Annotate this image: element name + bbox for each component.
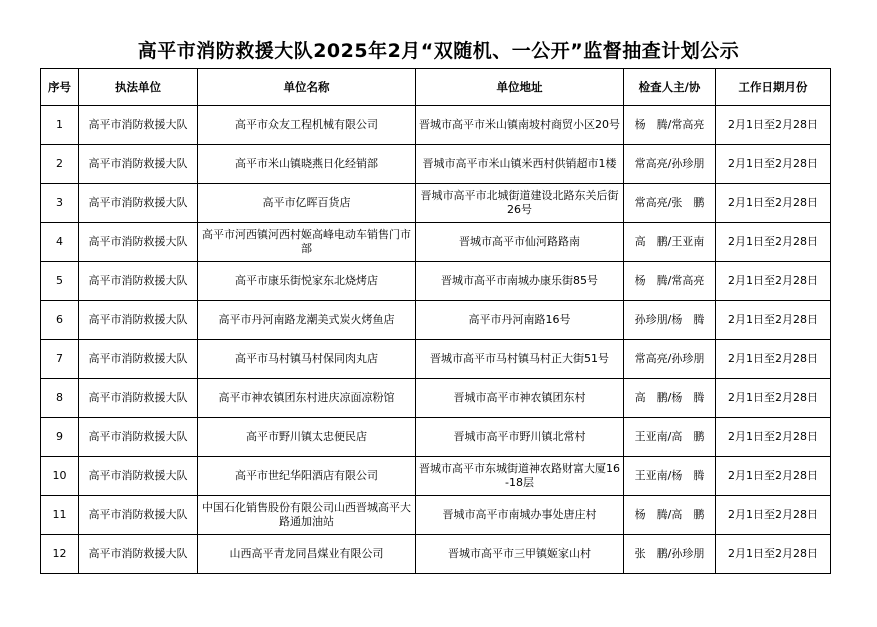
cell-dept: 高平市消防救援大队 bbox=[79, 145, 198, 184]
cell-name: 高平市亿晖百货店 bbox=[198, 184, 416, 223]
cell-name: 高平市米山镇晓燕日化经销部 bbox=[198, 145, 416, 184]
cell-no: 12 bbox=[41, 535, 79, 574]
table-row bbox=[41, 106, 831, 145]
table-row bbox=[41, 535, 831, 574]
header-dept: 执法单位 bbox=[79, 69, 198, 106]
cell-name: 中国石化销售股份有限公司山西晋城高平大路通加油站 bbox=[198, 496, 416, 535]
cell-date: 2月1日至2月28日 bbox=[716, 379, 831, 418]
cell-inspectors: 王亚南/高 鹏 bbox=[624, 418, 716, 457]
table-row bbox=[41, 496, 831, 535]
cell-address: 晋城市高平市野川镇北常村 bbox=[416, 418, 624, 457]
table-row bbox=[41, 262, 831, 301]
cell-address: 晋城市高平市三甲镇姬家山村 bbox=[416, 535, 624, 574]
header-inspectors: 检查人主/协 bbox=[624, 69, 716, 106]
cell-dept: 高平市消防救援大队 bbox=[79, 379, 198, 418]
header-date: 工作日期月份 bbox=[716, 69, 831, 106]
table-row bbox=[41, 457, 831, 496]
cell-name: 高平市野川镇太忠便民店 bbox=[198, 418, 416, 457]
cell-dept: 高平市消防救援大队 bbox=[79, 418, 198, 457]
cell-date: 2月1日至2月28日 bbox=[716, 340, 831, 379]
cell-name: 高平市康乐街悦家东北烧烤店 bbox=[198, 262, 416, 301]
header-name: 单位名称 bbox=[198, 69, 416, 106]
cell-inspectors: 王亚南/杨 腾 bbox=[624, 457, 716, 496]
table-row bbox=[41, 223, 831, 262]
table-row bbox=[41, 184, 831, 223]
cell-no: 10 bbox=[41, 457, 79, 496]
cell-no: 11 bbox=[41, 496, 79, 535]
cell-no: 1 bbox=[41, 106, 79, 145]
cell-dept: 高平市消防救援大队 bbox=[79, 340, 198, 379]
cell-name: 高平市神农镇团东村进庆凉面凉粉馆 bbox=[198, 379, 416, 418]
cell-no: 7 bbox=[41, 340, 79, 379]
cell-date: 2月1日至2月28日 bbox=[716, 418, 831, 457]
cell-address: 晋城市高平市仙河路路南 bbox=[416, 223, 624, 262]
cell-inspectors: 高 鹏/王亚南 bbox=[624, 223, 716, 262]
cell-inspectors: 杨 腾/常高亮 bbox=[624, 262, 716, 301]
cell-no: 9 bbox=[41, 418, 79, 457]
cell-dept: 高平市消防救援大队 bbox=[79, 106, 198, 145]
cell-address: 晋城市高平市北城街道建设北路东关后街26号 bbox=[416, 184, 624, 223]
cell-dept: 高平市消防救援大队 bbox=[79, 184, 198, 223]
inspection-plan-table bbox=[40, 68, 831, 574]
cell-inspectors: 张 鹏/孙珍朋 bbox=[624, 535, 716, 574]
table-row bbox=[41, 340, 831, 379]
cell-address: 晋城市高平市米山镇米西村供销超市1楼 bbox=[416, 145, 624, 184]
cell-inspectors: 孙珍朋/杨 腾 bbox=[624, 301, 716, 340]
cell-name: 高平市众友工程机械有限公司 bbox=[198, 106, 416, 145]
page-title: 高平市消防救援大队2025年2月“双随机、一公开”监督抽查计划公示 bbox=[137, 40, 740, 62]
cell-date: 2月1日至2月28日 bbox=[716, 496, 831, 535]
table-header-row bbox=[41, 69, 831, 106]
cell-inspectors: 常高亮/孙珍朋 bbox=[624, 145, 716, 184]
header-no: 序号 bbox=[41, 69, 79, 106]
cell-inspectors: 高 鹏/杨 腾 bbox=[624, 379, 716, 418]
cell-address: 高平市丹河南路16号 bbox=[416, 301, 624, 340]
cell-address: 晋城市高平市东城街道神农路财富大厦16-18层 bbox=[416, 457, 624, 496]
table-row bbox=[41, 301, 831, 340]
cell-no: 4 bbox=[41, 223, 79, 262]
cell-inspectors: 常高亮/张 鹏 bbox=[624, 184, 716, 223]
cell-no: 2 bbox=[41, 145, 79, 184]
table-row bbox=[41, 145, 831, 184]
cell-name: 高平市河西镇河西村姬高峰电动车销售门市部 bbox=[198, 223, 416, 262]
cell-date: 2月1日至2月28日 bbox=[716, 535, 831, 574]
cell-name: 高平市世纪华阳酒店有限公司 bbox=[198, 457, 416, 496]
cell-date: 2月1日至2月28日 bbox=[716, 184, 831, 223]
cell-date: 2月1日至2月28日 bbox=[716, 457, 831, 496]
cell-date: 2月1日至2月28日 bbox=[716, 301, 831, 340]
cell-inspectors: 常高亮/孙珍朋 bbox=[624, 340, 716, 379]
cell-date: 2月1日至2月28日 bbox=[716, 223, 831, 262]
cell-date: 2月1日至2月28日 bbox=[716, 106, 831, 145]
cell-date: 2月1日至2月28日 bbox=[716, 145, 831, 184]
cell-no: 5 bbox=[41, 262, 79, 301]
cell-dept: 高平市消防救援大队 bbox=[79, 535, 198, 574]
header-address: 单位地址 bbox=[416, 69, 624, 106]
cell-dept: 高平市消防救援大队 bbox=[79, 262, 198, 301]
table-row bbox=[41, 379, 831, 418]
table-row bbox=[41, 418, 831, 457]
cell-address: 晋城市高平市神农镇团东村 bbox=[416, 379, 624, 418]
cell-address: 晋城市高平市南城办事处唐庄村 bbox=[416, 496, 624, 535]
cell-dept: 高平市消防救援大队 bbox=[79, 496, 198, 535]
cell-no: 6 bbox=[41, 301, 79, 340]
cell-no: 3 bbox=[41, 184, 79, 223]
cell-address: 晋城市高平市米山镇南坡村商贸小区20号 bbox=[416, 106, 624, 145]
cell-name: 高平市马村镇马村保同肉丸店 bbox=[198, 340, 416, 379]
cell-dept: 高平市消防救援大队 bbox=[79, 301, 198, 340]
cell-address: 晋城市高平市南城办康乐街85号 bbox=[416, 262, 624, 301]
cell-date: 2月1日至2月28日 bbox=[716, 262, 831, 301]
cell-name: 高平市丹河南路龙潮美式炭火烤鱼店 bbox=[198, 301, 416, 340]
cell-dept: 高平市消防救援大队 bbox=[79, 457, 198, 496]
cell-address: 晋城市高平市马村镇马村正大街51号 bbox=[416, 340, 624, 379]
cell-inspectors: 杨 腾/常高亮 bbox=[624, 106, 716, 145]
cell-dept: 高平市消防救援大队 bbox=[79, 223, 198, 262]
cell-inspectors: 杨 腾/高 鹏 bbox=[624, 496, 716, 535]
cell-name: 山西高平青龙同昌煤业有限公司 bbox=[198, 535, 416, 574]
cell-no: 8 bbox=[41, 379, 79, 418]
